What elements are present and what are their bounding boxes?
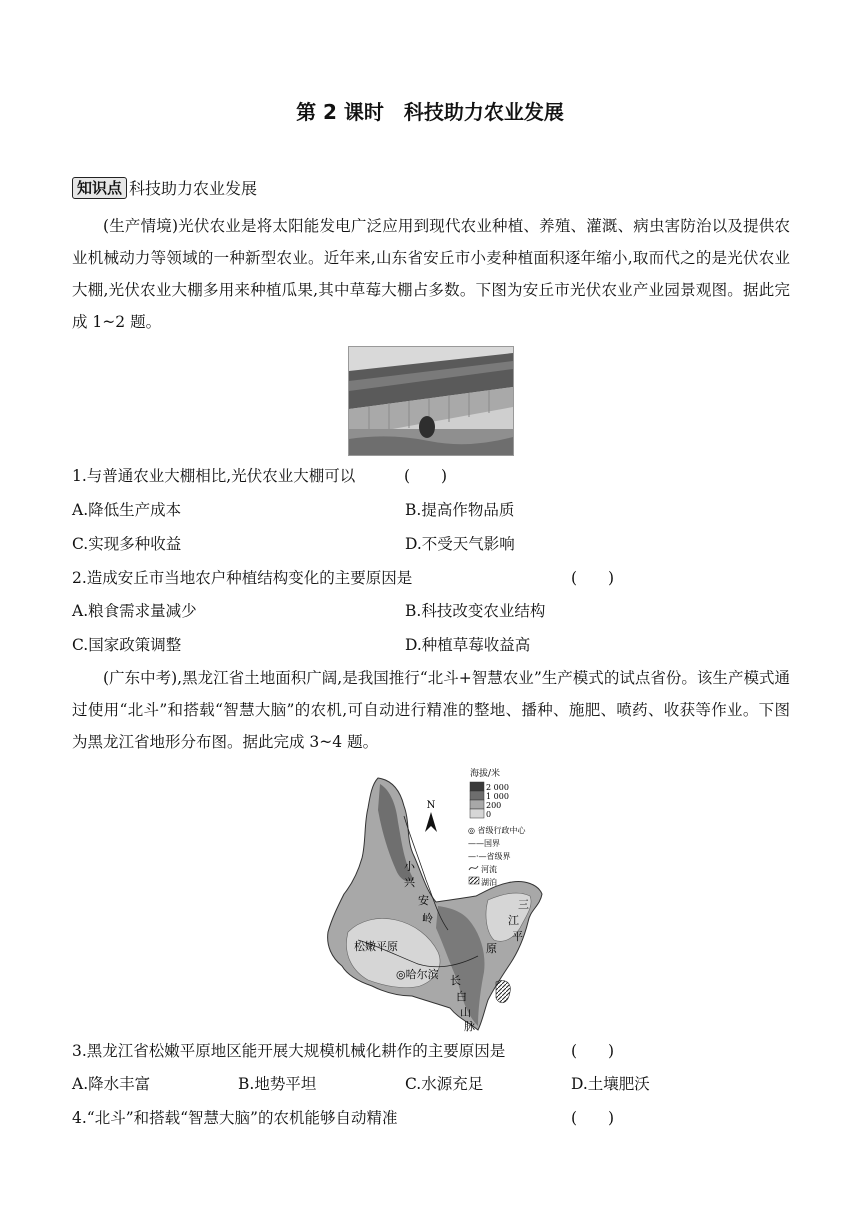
question-2-option-a[interactable]: A.粮食需求量减少 — [72, 602, 197, 620]
passage-1: (生产情境)光伏农业是将太阳能发电广泛应用到现代农业种植、养殖、灌溉、病虫害防治以及提供农业机械动力等领域的一种新型农业。近年来,山东省安丘市小麦种植面积逐年缩小,取而代之的是光伏农业大棚,光伏农业大棚多用来种植瓜果,其中草莓大棚占多数。下图为安丘市光伏农业产业园景观图。据此完成 1~2 题。 — [72, 217, 790, 331]
question-3-answer-bracket[interactable]: ( ) — [571, 1042, 615, 1060]
question-2-option-c[interactable]: C.国家政策调整 — [72, 636, 182, 654]
question-2-answer-bracket[interactable]: ( ) — [571, 569, 615, 587]
question-2-stem: 2.造成安丘市当地农户种植结构变化的主要原因是 — [72, 569, 413, 587]
page-title: 第 2 课时 科技助力农业发展 — [296, 100, 564, 124]
label-sanjiang-1: 三 — [518, 898, 529, 911]
label-songnen: 松嫩平原 — [354, 940, 398, 953]
label-changbaishan-3: 山 — [460, 1006, 471, 1019]
question-3-option-b[interactable]: B.地势平坦 — [238, 1075, 317, 1093]
heilongjiang-terrain-map — [318, 760, 558, 1032]
label-changbaishan-2: 白 — [456, 990, 467, 1003]
north-arrow-icon — [425, 812, 437, 832]
question-2-option-d[interactable]: D.种植草莓收益高 — [405, 636, 531, 654]
question-4-answer-bracket[interactable]: ( ) — [571, 1109, 615, 1127]
question-1-option-d[interactable]: D.不受天气影响 — [405, 535, 515, 553]
passage-2: (广东中考),黑龙江省土地面积广阔,是我国推行“北斗+智慧农业”生产模式的试点省份。该生产模式通过使用“北斗”和搭载“智慧大脑”的农机,可自动进行精准的整地、播种、施肥、喷药、收获等作业。下图为黑龙江省地形分布图。据此完成 3~4 题。 — [72, 669, 790, 751]
legend-provincial-border: —·—省级界 — [468, 852, 511, 861]
question-3-option-c[interactable]: C.水源充足 — [405, 1075, 484, 1093]
section-heading — [72, 176, 257, 199]
question-3-option-d[interactable]: D.土壤肥沃 — [571, 1075, 650, 1093]
knowledge-point-badge: 知识点 — [72, 177, 127, 199]
question-1-option-b[interactable]: B.提高作物品质 — [405, 501, 515, 519]
label-changbaishan-4: 脉 — [464, 1020, 475, 1032]
legend-river: 河流 — [481, 865, 497, 874]
label-xiaoxinganling-4: 岭 — [422, 912, 433, 925]
legend-level-2: 1 000 — [486, 792, 509, 801]
label-sanjiang-3: 平 — [512, 930, 523, 943]
river-icon — [469, 866, 478, 870]
label-sanjiang-2: 江 — [508, 914, 519, 927]
legend-national-border: ——国界 — [468, 839, 500, 848]
north-label: N — [426, 800, 436, 811]
label-harbin: ◎哈尔滨 — [396, 968, 439, 981]
question-1-option-a[interactable]: A.降低生产成本 — [72, 501, 182, 519]
question-1-answer-bracket[interactable]: ( ) — [404, 467, 448, 485]
label-xiaoxinganling-3: 安 — [418, 894, 429, 907]
question-1-stem: 1.与普通农业大棚相比,光伏农业大棚可以 — [72, 467, 356, 485]
label-xiaoxinganling-2: 兴 — [404, 876, 415, 889]
legend-lake: 湖泊 — [481, 878, 497, 887]
label-changbaishan-1: 长 — [450, 974, 461, 987]
legend-capital: ◎ 省级行政中心 — [468, 826, 526, 835]
legend-level-4: 0 — [486, 810, 492, 819]
question-1-option-c[interactable]: C.实现多种收益 — [72, 535, 182, 553]
question-2-option-b[interactable]: B.科技改变农业结构 — [405, 602, 546, 620]
question-4-stem: 4.“北斗”和搭载“智慧大脑”的农机能够自动精准 — [72, 1109, 398, 1127]
question-3-option-a[interactable]: A.降水丰富 — [72, 1075, 151, 1093]
question-3-stem: 3.黑龙江省松嫩平原地区能开展大规模机械化耕作的主要原因是 — [72, 1042, 506, 1060]
lake-icon — [469, 877, 479, 884]
label-xiaoxinganling-1: 小 — [404, 860, 415, 873]
label-sanjiang-4: 原 — [486, 942, 497, 955]
pv-greenhouse-photo — [348, 346, 514, 456]
legend-level-3: 200 — [486, 801, 502, 810]
section-heading-text: 科技助力农业发展 — [129, 179, 258, 198]
legend-title: 海拔/米 — [470, 769, 501, 779]
legend-level-1: 2 000 — [486, 783, 509, 792]
